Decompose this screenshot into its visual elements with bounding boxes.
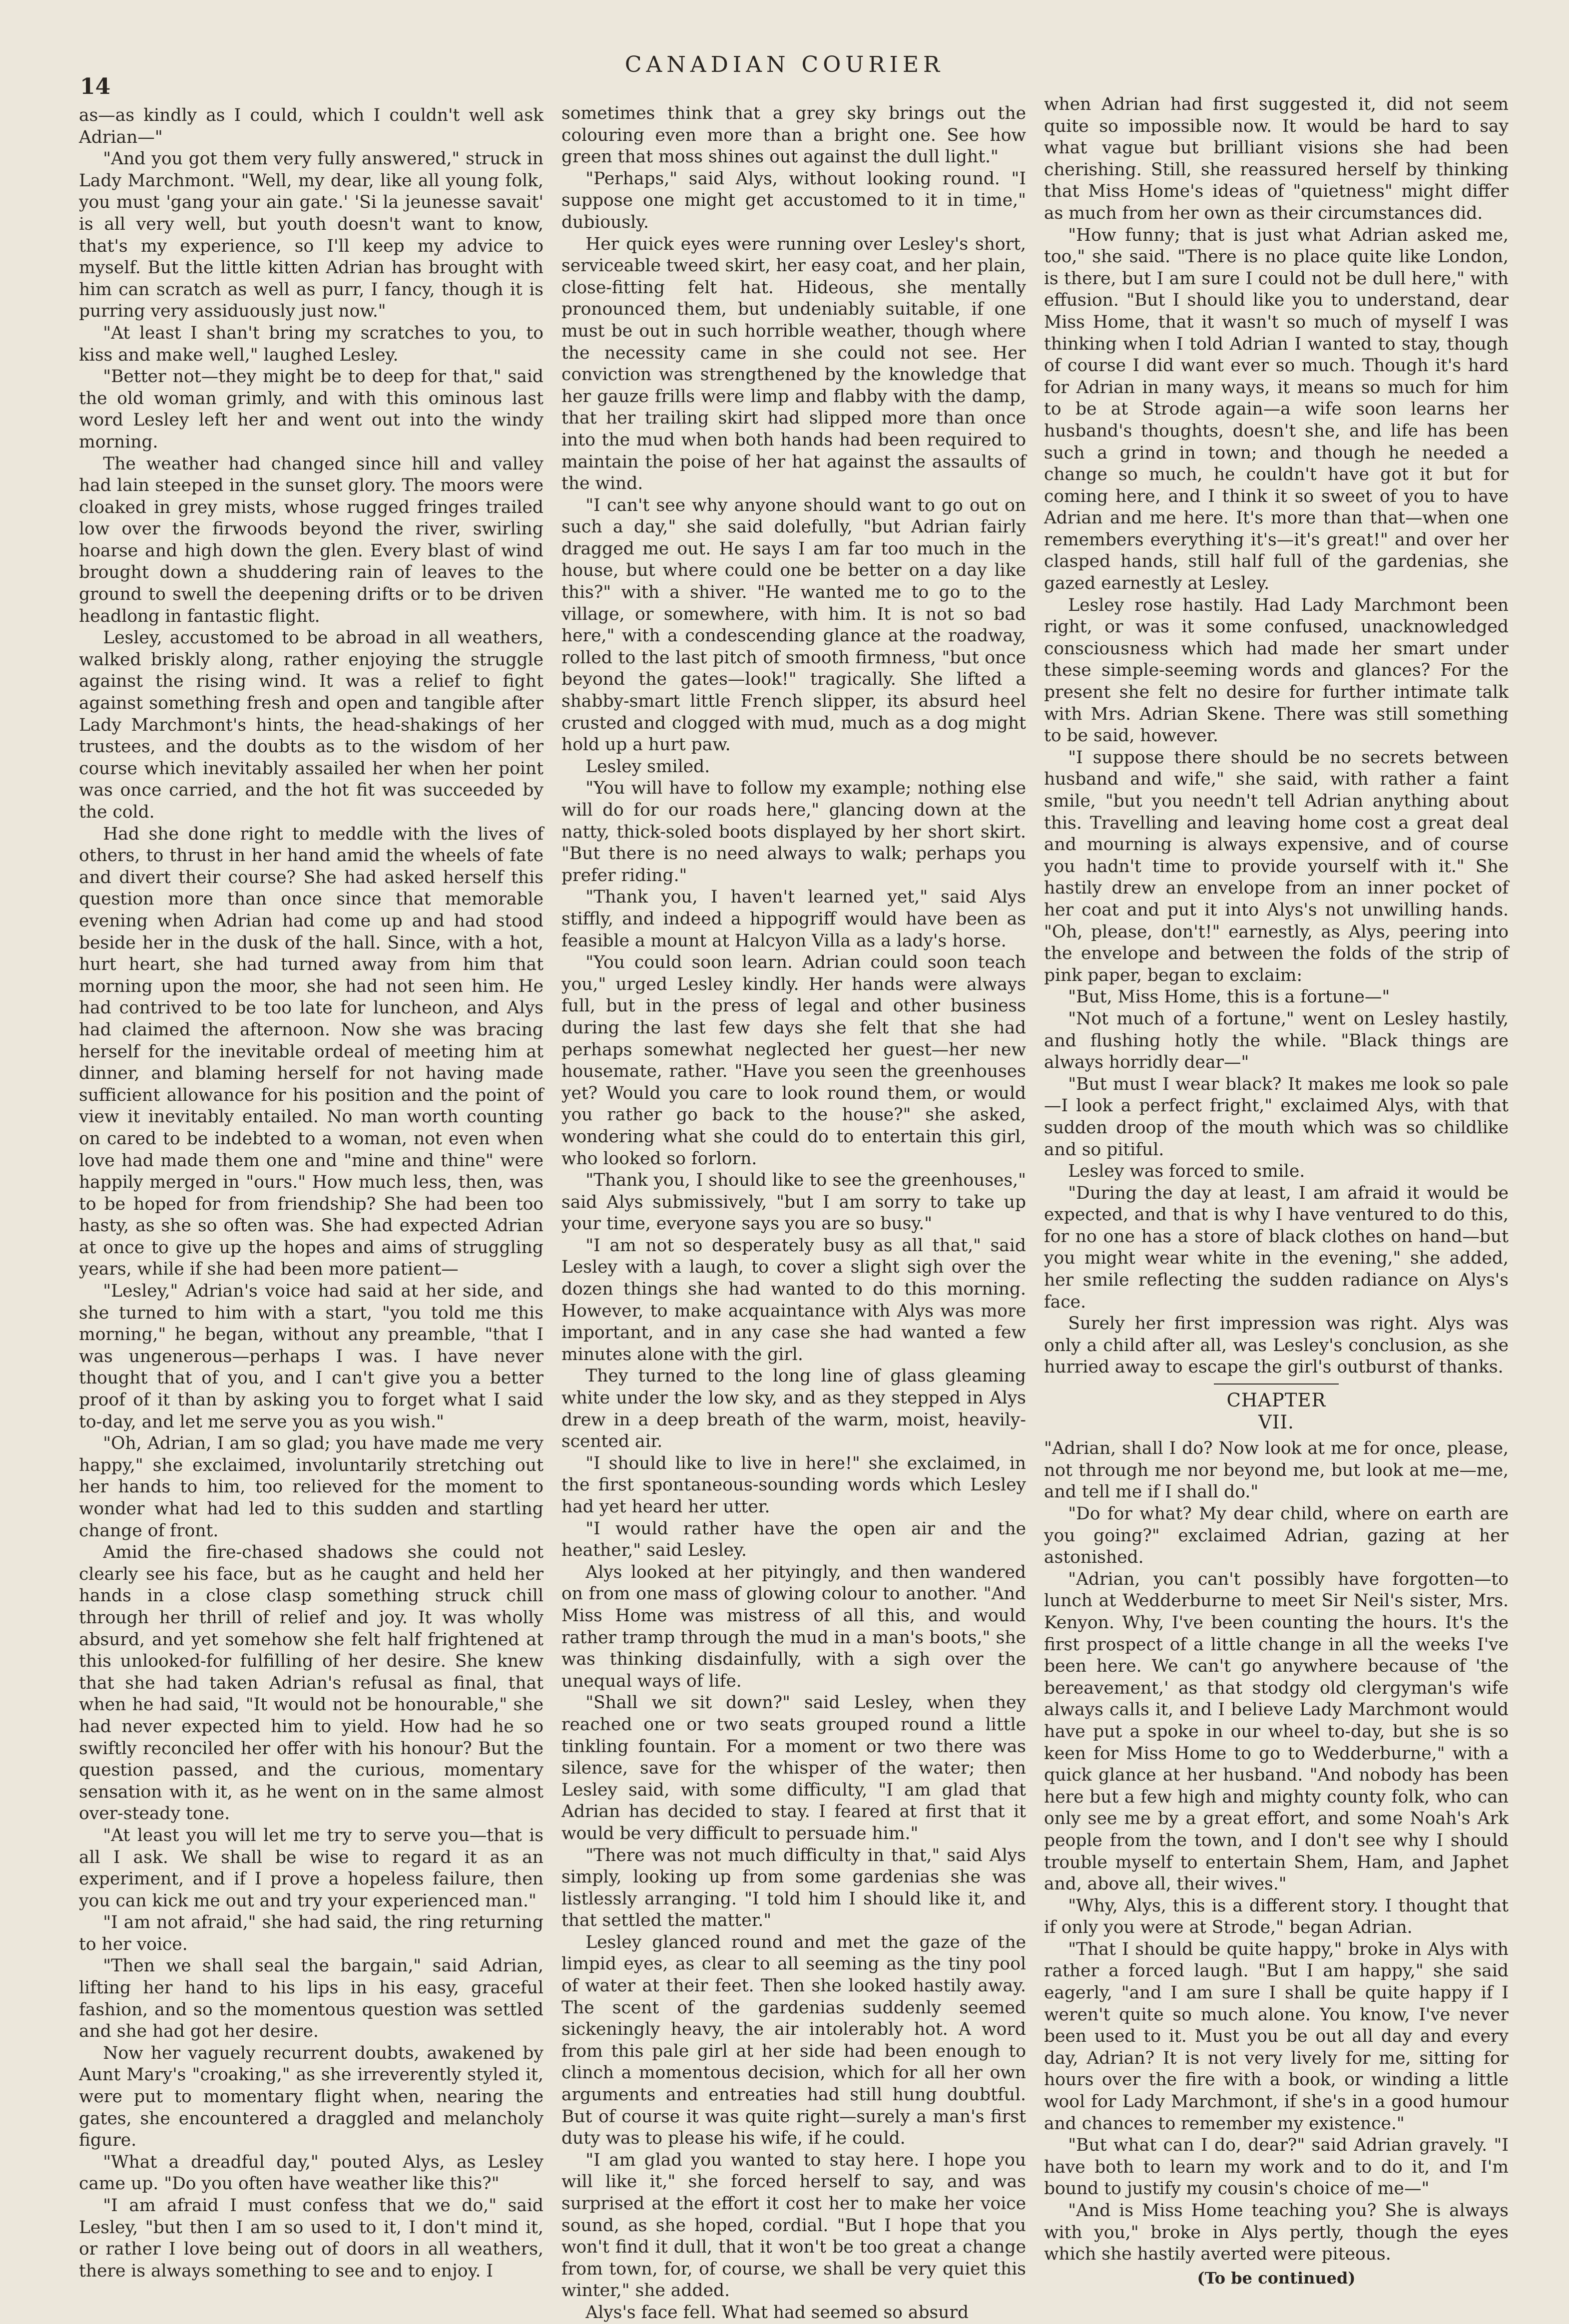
paragraph: Surely her first impression was right. Alys was only a child after all, was Lesley's conclusion, as she hurried away to escape the girl's outburst of thanks. (1044, 1314, 1509, 1378)
paragraph: "Adrian, shall I do? Now look at me for once, please, not through me nor beyond me, but look at me—me, and tell me if I shall do." (1044, 1438, 1509, 1502)
paragraph: Lesley glanced round and met the gaze of the limpid eyes, as clear to all seeming as the tiny pool of water at their feet. Then she looked hastily away. The scent of the gardenias suddenly seemed sickeningly heavy, the air intolerably hot. A word from this pale girl at her side had been enough to clinch a momentous decision, which for all her own arguments and entreaties had still hung doubtful. But of course it was quite right—surely a man's first duty was to please his wife, if he could. (561, 1932, 1026, 2149)
paragraph: when Adrian had first suggested it, did not seem quite so impossible now. It would be hard to say what vague but brilliant visions she had been cherishing. Still, she reassured herself by thinking that Miss Home's ideas of "quietness" might differ as much from her own as their circumstances did. (1044, 94, 1509, 223)
paragraph: "Then we shall seal the bargain," said Adrian, lifting her hand to his lips in his easy, graceful fashion, and so the momentous question was settled and she had got her desire. (79, 1956, 543, 2042)
paragraph: as—as kindly as I could, which I couldn't well ask Adrian—" (79, 105, 543, 147)
paragraph: Lesley rose hastily. Had Lady Marchmont been right, or was it some confused, unacknowledged consciousness which had made her smart under these simple-seeming words and glances? For the present she felt no desire for further intimate talk with Mrs. Adrian Skene. There was still something to be said, however. (1044, 595, 1509, 746)
paragraph: Alys's face fell. What had seemed so absurd (585, 2302, 969, 2323)
paragraph: sometimes think that a grey sky brings out the colouring even more than a bright one. See how green that moss shines out against the dull light." (561, 103, 1026, 167)
paragraph: "At least I shan't bring my scratches to you, to kiss and make well," laughed Lesley. (79, 323, 543, 365)
paragraph: "I should like to live in here!" she exclaimed, in the first spontaneous-sounding words which Lesley had yet heard her utter. (561, 1453, 1026, 1517)
paragraph: "I would rather have the open air and the heather," said Lesley. (561, 1518, 1026, 1561)
publication-title: CANADIAN COURIER (624, 52, 945, 77)
page-number: 14 (80, 74, 111, 99)
chapter-heading: CHAPTER VII. (1214, 1384, 1339, 1433)
paragraph: The weather had changed since hill and valley had lain steeped in the sunset glory. The moors were cloaked in grey mists, whose rugged fringes trailed low over the firwoods beyond the river, swirling hoarse and high down the glen. Every blast of wind brought down a shuddering rain of leaves to the ground to swell the deepening drifts or to be driven headlong in fantastic flight. (79, 454, 543, 626)
paragraph: "Thank you, I should like to see the greenhouses," said Alys submissively, "but I am sorry to take up your time, everyone says you are so busy." (561, 1170, 1026, 1234)
paragraph: "Oh, Adrian, I am so glad; you have made me very happy," she exclaimed, involuntarily stretching out her hands to him, too relieved for the moment to wonder what had led to this sudden and startling change of front. (79, 1433, 543, 1541)
paragraph: "I can't see why anyone should want to go out on such a day," she said dolefully, "but Adrian fairly dragged me out. He says I am far too much in the house, but where could one be better on a day like this?" with a shiver. "He wanted me to go to the village, or somewhere, with him. It is not so bad here," with a condescending glance at the roadway, rolled to the last pitch of smooth firmness, "but once beyond the gates—look!" tragically. She lifted a shabby-smart little French slipper, its absurd heel crusted and clogged with mud, much as a dog might hold up a hurt paw. (561, 495, 1026, 755)
paragraph: "Thank you, I haven't learned yet," said Alys stiffly, and indeed a hippogriff would have been as feasible a mount at Halcyon Villa as a lady's horse. (561, 887, 1026, 951)
paragraph: "Adrian, you can't possibly have forgotten—to lunch at Wedderburne to meet Sir Neil's sister, Mrs. Kenyon. Why, I've been counting the hours. It's the first prospect of a little change in all the weeks I've been here. We can't go anywhere because of 'the bereavement,' as that stodgy old clergyman's wife always calls it, and I believe Lady Marchmont would have put a spoke in our wheel to-day, but she is so keen for Miss Home to go to Wedderburne," with a quick glance at her husband. "And nobody has been here but a few high and mighty county folk, who can only see me by a great effort, and some Noah's Ark people from the town, and I don't see why I should trouble myself to entertain Shem, Ham, and Japhet and, above all, their wives." (1044, 1569, 1509, 1894)
to-be-continued: (To be continued) (1197, 2268, 1356, 2288)
paragraph: Lesley, accustomed to be abroad in all weathers, walked briskly along, rather enjoying the struggle against the rising wind. It was a relief to fight against something fresh and open and tangible after Lady Marchmont's hints, the head-shakings of her trustees, and the doubts as to the wisdom of her course which inevitably assailed her when her point was once carried, and the hot fit was succeeded by the cold. (79, 628, 543, 822)
paragraph: "You could soon learn. Adrian could soon teach you," urged Lesley kindly. Her hands were always full, but in the press of legal and other business during the last few days she felt that she had perhaps somewhat neglected her guest—her new housemate, rather. "Have you seen the greenhouses yet? Would you care to look round them, or would you rather go back to the house?" she asked, wondering what she could do to entertain this girl, who looked so forlorn. (561, 952, 1026, 1169)
column-3 (1044, 94, 1509, 2289)
paragraph: Amid the fire-chased shadows she could not clearly see his face, but as he caught and held her hands in a close clasp something struck chill through her thrill of relief and joy. It was wholly absurd, and yet somehow she felt half frightened at this unlooked-for fulfilling of her desire. She knew that she had taken Adrian's refusal as final, that when he had said, "It would not be honourable," she had never expected him to yield. How had he so swiftly reconciled her offer with his honour? But the question passed, and the curious, momentary sensation with it, as he went on in the same almost over-steady tone. (79, 1542, 543, 1824)
paragraph: "What a dreadful day," pouted Alys, as Lesley came up. "Do you often have weather like this?" (79, 2152, 543, 2194)
paragraph: "Perhaps," said Alys, without looking round. "I suppose one might get accustomed to it in time," dubiously. (561, 168, 1026, 232)
paragraph: Had she done right to meddle with the lives of others, to thrust in her hand amid the wheels of fate and divert their course? She had asked herself this question more than once since that memorable evening when Adrian had come up and had stood beside her in the dusk of the hall. Since, with a hot, hurt heart, she had turned away from him that morning upon the moor, she had not seen him. He had contrived to be too late for luncheon, and Alys had claimed the afternoon. Now she was bracing herself for the inevitable ordeal of meeting him at dinner, and blaming herself for not having made sufficient allowance for his position and the point of view it inevitably entailed. No man worth counting on cared to be indebted to a woman, not even when love had made them one and "mine and thine" were happily merged in "ours." How much less, then, was to be hoped for from friendship? She had been too hasty, as she so often was. She had expected Adrian at once to give up the hopes and aims of struggling years, while if she had been more patient— (79, 824, 543, 1280)
paragraph: Now her vaguely recurrent doubts, awakened by Aunt Mary's "croaking," as she irreverently styled it, were put to momentary flight when, nearing the gates, she encountered a draggled and melancholy figure. (79, 2043, 543, 2151)
paragraph: "Better not—they might be to deep for that," said the old woman grimly, and with this ominous last word Lesley left her and went out into the windy morning. (79, 367, 543, 452)
paragraph: Lesley was forced to smile. (1068, 1161, 1305, 1182)
paragraph: "How funny; that is just what Adrian asked me, too," she said. "There is no place quite like London, is there, but I am sure I could not be dull here," with effusion. "But I should like you to understand, dear Miss Home, that it wasn't so much of myself I was thinking when I told Adrian I wanted to stay, though of course I did want ever so much. Though it's hard for Adrian in many ways, it means so much for him to be at Strode again—a wife soon learns her husband's thoughts, doesn't she, and life has been such a grind in town; and though he needed a change so much, he couldn't have got it but for coming here, and I think it so sweet of you to have Adrian and me here. It's more than that—when one remembers everything it's—it's great!" and over her clasped hands, still half full of the gardenias, she gazed earnestly at Lesley. (1044, 225, 1509, 594)
paragraph: "But what can I do, dear?" said Adrian gravely. "I have both to learn my work and to do it, and I'm bound to justify my cousin's choice of me—" (1044, 2135, 1509, 2199)
paragraph: "There was not much difficulty in that," said Alys simply, looking up from some gardenias she was listlessly arranging. "I told him I should like it, and that settled the matter." (561, 1845, 1026, 1931)
paragraph: Lesley smiled. (585, 756, 710, 777)
paragraph: "Lesley," Adrian's voice had said at her side, and she turned to him with a start, "you told me this morning," he began, without any preamble, "that I was ungenerous—perhaps I was. I have never thought that of you, and I can't give you a better proof of it than by asking you to forget what I said to-day, and let me serve you as you wish." (79, 1281, 543, 1432)
paragraph: "During the day at least, I am afraid it would be expected, and that is why I have ventured to do this, for no one has a store of black clothes on hand—but you might wear white in the evening," she added, her smile reflecting the sudden radiance on Alys's face. (1044, 1183, 1509, 1312)
column-2 (561, 103, 1026, 2324)
paragraph: "And you got them very fully answered," struck in Lady Marchmont. "Well, my dear, like all young folk, you must 'gang your ain gate.' 'Si la jeunesse savait' is all very well, but youth doesn't want to know, that's my experience, so I'll keep my advice to myself. But the little kitten Adrian has brought with him can scratch as well as purr, I fancy, though it is purring very assiduously just now." (79, 149, 543, 322)
paragraph: "You will have to follow my example; nothing else will do for our roads here," glancing down at the natty, thick-soled boots displayed by her short skirt. "But there is no need always to walk; perhaps you prefer riding." (561, 778, 1026, 886)
column-3-body (1044, 94, 1509, 1379)
paragraph: "At least you will let me try to serve you—that is all I ask. We shall be wise to regard it as an experiment, and if I prove a hopeless failure, then you can kick me out and try your experienced man." (79, 1825, 543, 1911)
paragraph: "That I should be quite happy," broke in Alys with rather a forced laugh. "But I am happy," she said eagerly, "and I am sure I shall be quite happy if I weren't quite so much alone. You know, I've never been used to it. Must you be out all day and every day, Adrian? It is not very lively for me, sitting for hours over the fire with a book, or winding a little wool for Lady Marchmont, if she's in a good humour and chances to remember my existence." (1044, 1939, 1509, 2134)
paragraph: "Why, Alys, this is a different story. I thought that if only you were at Strode," began Adrian. (1044, 1895, 1509, 1938)
paragraph: Alys looked at her pityingly, and then wandered on from one mass of glowing colour to another. "And Miss Home was mistress of all this, and would rather tramp through the mud in a man's boots," she was thinking disdainfully, with a sigh over the unequal ways of life. (561, 1562, 1026, 1691)
column-1 (79, 105, 543, 2282)
paragraph: "Not much of a fortune," went on Lesley hastily, and flushing hotly the while. "Black things are always horridly dear—" (1044, 1008, 1509, 1073)
paragraph: "I am afraid I must confess that we do," said Lesley, "but then I am so used to it, I don't mind it, or rather I love being out of doors in all weathers, there is always something to see and to enjoy. I (79, 2196, 543, 2281)
paragraph: "I suppose there should be no secrets between husband and wife," she said, with rather a faint smile, "but you needn't tell Adrian anything about this. Travelling and leaving home cost a great deal and mourning is always expensive, and of course you hadn't time to provide yourself with it." She hastily drew an envelope from an inner pocket of her coat and put it into Alys's not unwilling hands. "Oh, please, don't!" earnestly, as Alys, peering into the envelope and between the folds of the strip of pink paper, began to exclaim: (1044, 747, 1509, 985)
chapter-body (1044, 1438, 1509, 2266)
paragraph: They turned to the long line of glass gleaming white under the low sky, and as they stepped in Alys drew in a deep breath of the warm, moist, heavily-scented air. (561, 1366, 1026, 1452)
paragraph: Her quick eyes were running over Lesley's short, serviceable tweed skirt, her easy coat, and her plain, close-fitting felt hat. Hideous, she mentally pronounced them, but undeniably suitable, if one must be out in such horrible weather, though where the necessity came in she could not see. Her conviction was strengthened by the knowledge that her gauze frills were limp and flabby with the damp, that her trailing skirt had slipped more than once into the mud when both hands had been required to maintain the poise of her hat against the assaults of the wind. (561, 234, 1026, 494)
paragraph: "But, Miss Home, this is a fortune—" (1068, 987, 1390, 1007)
paragraph: "I am not afraid," she had said, the ring returning to her voice. (79, 1912, 543, 1954)
paragraph: "Do for what? My dear child, where on earth are you going?" exclaimed Adrian, gazing at her astonished. (1044, 1504, 1509, 1568)
paragraph: "I am not so desperately busy as all that," said Lesley with a laugh, to cover a slight sigh over the dozen things she had wanted to do this morning. However, to make acquaintance with Alys was more important, and in any case she had wanted a few minutes alone with the girl. (561, 1235, 1026, 1365)
paragraph: "But must I wear black? It makes me look so pale—I look a perfect fright," exclaimed Alys, with that sudden droop of the mouth which was so childlike and so pitiful. (1044, 1074, 1509, 1160)
paragraph: "I am glad you wanted to stay here. I hope you will like it," she forced herself to say, and was surprised at the effort it cost her to make her voice sound, as she hoped, cordial. "But I hope that you won't find it dull, that it won't be too great a change from town, for, of course, we shall be very quiet this winter," she added. (561, 2150, 1026, 2301)
paragraph: "Shall we sit down?" said Lesley, when they reached one or two seats grouped round a little tinkling fountain. For a moment or two there was silence, save for the whisper of the water; then Lesley said, with some difficulty, "I am glad that Adrian has decided to stay. I feared at first that it would be very difficult to persuade him." (561, 1693, 1026, 1844)
paragraph: "And is Miss Home teaching you? She is always with you," broke in Alys pertly, though the eyes which she hastily averted were piteous. (1044, 2201, 1509, 2265)
